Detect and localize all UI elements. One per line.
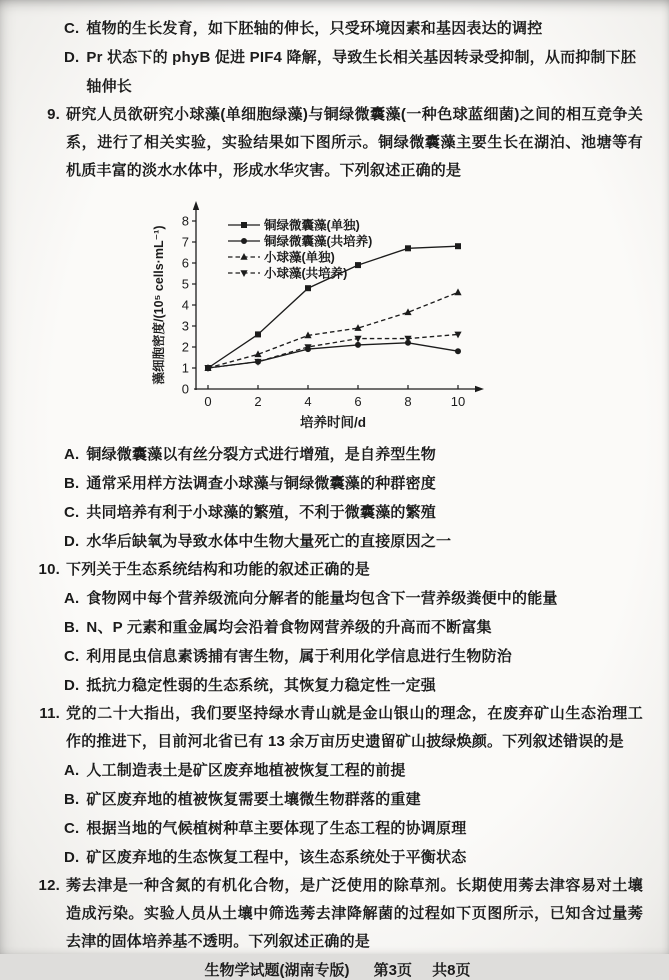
- svg-text:0: 0: [181, 381, 189, 397]
- svg-text:8: 8: [404, 394, 412, 409]
- svg-text:小球藻(单独): 小球藻(单独): [264, 250, 335, 265]
- q11-option-d: [64, 843, 643, 872]
- question-stem: 下列关于生态系统结构和功能的叙述正确的是: [66, 561, 371, 578]
- option-text: 人工制造表土是矿区废弃地植被恢复工程的前提: [86, 762, 406, 779]
- question-stem: 党的二十大指出，我们要坚持绿水青山就是金山银山的理念，在废弃矿山生态治理工作的推进下，目前河北省已有 13 余万亩历史遗留矿山披绿焕颜。下列叙述错误的是: [66, 705, 643, 750]
- svg-text:0: 0: [204, 394, 212, 409]
- option-text: 通常采用样方法调查小球藻与铜绿微囊藻的种群密度: [86, 475, 437, 492]
- svg-text:4: 4: [304, 394, 312, 409]
- question-12: [32, 872, 643, 956]
- svg-text:2: 2: [181, 339, 189, 355]
- option-text: 根据当地的气候植树种草主要体现了生态工程的协调原理: [86, 820, 467, 837]
- svg-text:培养时间/d: 培养时间/d: [300, 415, 366, 430]
- q10-option-b: [64, 613, 643, 642]
- option-label: C.: [64, 820, 80, 837]
- algae-growth-chart: [148, 189, 500, 438]
- q11-option-a: [64, 756, 643, 785]
- option-text: 矿区废弃地的植被恢复需要土壤微生物群落的重建: [86, 791, 421, 808]
- q10-option-d: [64, 671, 643, 700]
- question-10: [32, 556, 643, 700]
- svg-text:7: 7: [181, 234, 189, 250]
- svg-text:1: 1: [181, 360, 189, 376]
- option-text: 铜绿微囊藻以有丝分裂方式进行增殖，是自养型生物: [86, 446, 437, 463]
- q11-option-b: [64, 785, 643, 814]
- svg-text:4: 4: [181, 297, 189, 313]
- svg-text:小球藻(共培养): 小球藻(共培养): [264, 266, 348, 281]
- option-label: B.: [64, 475, 80, 492]
- chart-legend: [228, 218, 372, 281]
- option-label: A.: [64, 590, 80, 607]
- growth-curve-chart-svg: [148, 189, 500, 433]
- option-text: 利用昆虫信息素诱捕有害生物，属于利用化学信息进行生物防治: [86, 648, 513, 665]
- q9-option-a: [64, 440, 643, 469]
- option-text: 共同培养有利于小球藻的繁殖，不利于微囊藻的繁殖: [86, 504, 437, 521]
- svg-text:3: 3: [181, 318, 189, 334]
- option-label: D.: [64, 849, 80, 866]
- option-text: 食物网中每个营养级流向分解者的能量均包含下一营养级粪便中的能量: [86, 590, 558, 607]
- svg-text:2: 2: [254, 394, 262, 409]
- q9-option-c: [64, 498, 643, 527]
- q9-option-d: [64, 527, 643, 556]
- question-stem: 莠去津是一种含氮的有机化合物，是广泛使用的除草剂。长期使用莠去津容易对土壤造成污染。实验人员从土壤中筛选莠去津降解菌的过程如下页图所示，已知含过量莠去津的固体培养基不透明。下列叙述正确的是: [66, 877, 643, 950]
- question-number: 9.: [47, 106, 60, 123]
- option-label: A.: [64, 446, 80, 463]
- svg-text:5: 5: [181, 276, 189, 292]
- series-3: [204, 332, 461, 372]
- svg-text:藻细胞密度/(10⁵ cells·mL⁻¹): 藻细胞密度/(10⁵ cells·mL⁻¹): [152, 225, 166, 385]
- prev-question-option-c: [64, 14, 643, 43]
- svg-text:6: 6: [354, 394, 362, 409]
- page-footer: [32, 959, 643, 980]
- option-text: 矿区废弃地的生态恢复工程中，该生态系统处于平衡状态: [86, 849, 467, 866]
- q10-option-c: [64, 642, 643, 671]
- question-number: 11.: [39, 705, 60, 722]
- question-number: 12.: [38, 877, 60, 894]
- footer-exam-title: 生物学试题(湖南专版): [204, 962, 350, 979]
- prev-question-option-d: [64, 43, 643, 101]
- question-number: 10.: [38, 561, 60, 578]
- option-label: C.: [64, 20, 80, 37]
- footer-page-number: 第3页: [373, 962, 412, 979]
- series-2: [204, 288, 461, 370]
- option-label: C.: [64, 648, 80, 665]
- q9-option-b: [64, 469, 643, 498]
- option-label: D.: [64, 49, 80, 66]
- footer-total-pages: 共8页: [432, 962, 471, 979]
- option-label: D.: [64, 533, 80, 550]
- option-text: 水华后缺氧为导致水体中生物大量死亡的直接原因之一: [86, 533, 452, 550]
- svg-text:10: 10: [450, 394, 466, 409]
- svg-text:铜绿微囊藻(共培养): 铜绿微囊藻(共培养): [264, 234, 373, 249]
- q11-option-c: [64, 814, 643, 843]
- option-text: 植物的生长发育，如下胚轴的伸长，只受环境因素和基因表达的调控: [86, 20, 543, 37]
- option-label: A.: [64, 762, 80, 779]
- svg-text:铜绿微囊藻(单独): 铜绿微囊藻(单独): [264, 218, 360, 233]
- q10-option-a: [64, 584, 643, 613]
- option-label: C.: [64, 504, 80, 521]
- option-text: Pr 状态下的 phyB 促进 PIF4 降解，导致生长相关基因转录受抑制，从而抑制下胚轴伸长: [86, 49, 637, 95]
- question-11: [32, 700, 643, 872]
- option-label: B.: [64, 619, 80, 636]
- option-label: B.: [64, 791, 80, 808]
- svg-text:6: 6: [181, 255, 189, 271]
- option-label: D.: [64, 677, 80, 694]
- option-text: N、P 元素和重金属均会沿着食物网营养级的升高而不断富集: [86, 619, 492, 636]
- svg-text:8: 8: [181, 213, 189, 229]
- question-9: [32, 101, 643, 556]
- question-stem: 研究人员欲研究小球藻(单细胞绿藻)与铜绿微囊藻(一种色球蓝细菌)之间的相互竞争关系，进行了相关实验，实验结果如下图所示。铜绿微囊藻主要生长在湖泊、池塘等有机质丰富的淡水水体中，形成水华灾害。下列叙述正确的是: [66, 106, 643, 179]
- option-text: 抵抗力稳定性弱的生态系统，其恢复力稳定性一定强: [86, 677, 437, 694]
